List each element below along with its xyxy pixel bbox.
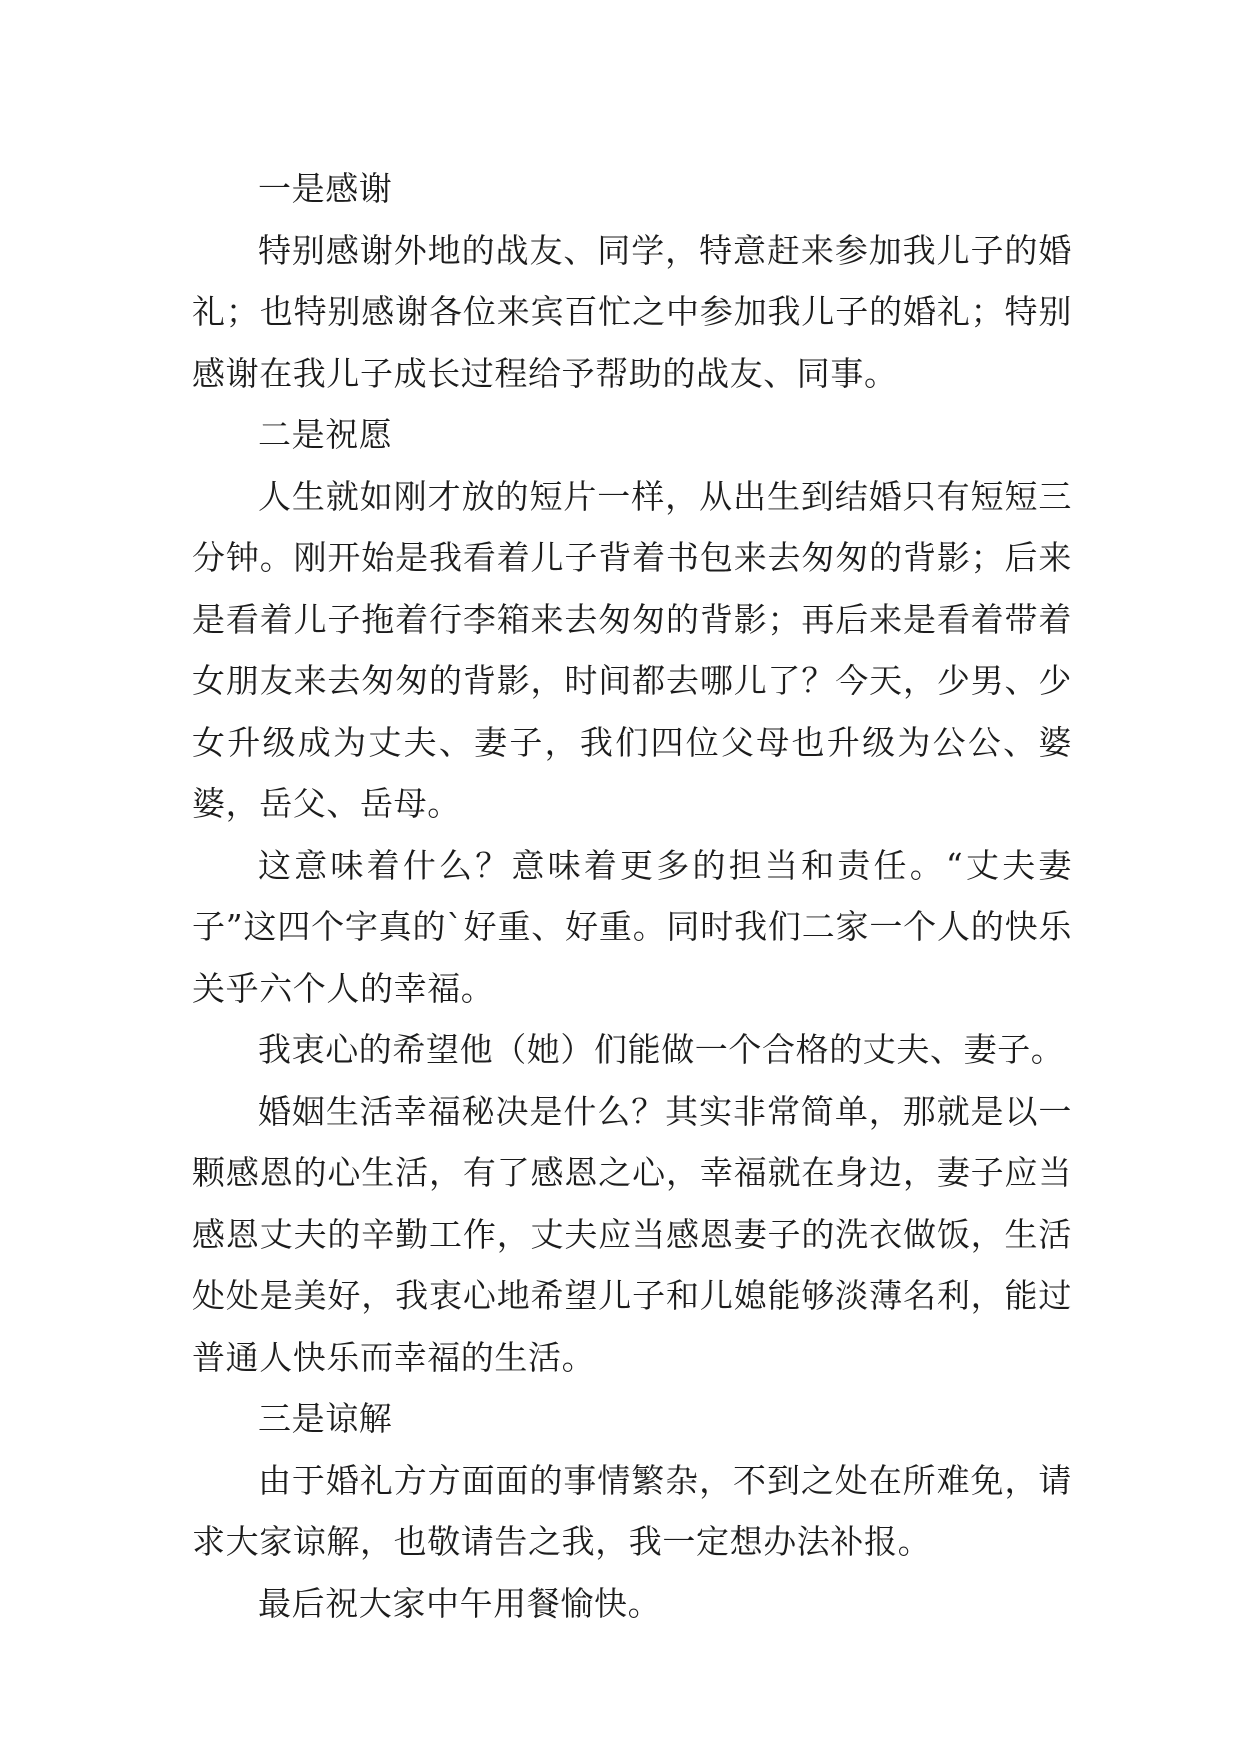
document-body — [192, 158, 1072, 1634]
paragraph-responsibility: 这意味着什么？意味着更多的担当和责任。“丈夫妻子”这四个字真的`好重、好重。同时我们二家一个人的快乐关乎六个人的幸福。 — [192, 845, 1072, 1008]
paragraph-thanks: 特别感谢外地的战友、同学，特意赶来参加我儿子的婚礼；也特别感谢各位来宾百忙之中参加我儿子的婚礼；特别感谢在我儿子成长过程给予帮助的战友、同事。 — [192, 230, 1072, 393]
section-heading-understanding: 三是谅解 — [258, 1399, 393, 1438]
paragraph-closing: 最后祝大家中午用餐愉快。 — [258, 1583, 662, 1623]
section-heading-wishes: 二是祝愿 — [258, 415, 393, 454]
paragraph-marriage-secret: 婚姻生活幸福秘决是什么？其实非常简单，那就是以一颗感恩的心生活，有了感恩之心，幸福就在身边，妻子应当感恩丈夫的辛勤工作，丈夫应当感恩妻子的洗衣做饭，生活处处是美好，我衷心地希望儿子和儿媳能够淡薄名利，能过普通人快乐而幸福的生活。 — [192, 1091, 1072, 1377]
section-heading-thanks: 一是感谢 — [258, 169, 393, 208]
paragraph-hope: 我衷心的希望他（她）们能做一个合格的丈夫、妻子。 — [258, 1030, 1065, 1069]
paragraph-apology: 由于婚礼方方面面的事情繁杂，不到之处在所难免，请求大家谅解，也敬请告之我，我一定想办法补报。 — [192, 1460, 1072, 1561]
paragraph-life: 人生就如刚才放的短片一样，从出生到结婚只有短短三分钟。刚开始是我看着儿子背着书包来去匆匆的背影；后来是看着儿子拖着行李箱来去匆匆的背影；再后来是看着带着女朋友来去匆匆的背影，时间都去哪儿了？今天，少男、少女升级成为丈夫、妻子，我们四位父母也升级为公公、婆婆，岳父、岳母。 — [192, 476, 1072, 823]
